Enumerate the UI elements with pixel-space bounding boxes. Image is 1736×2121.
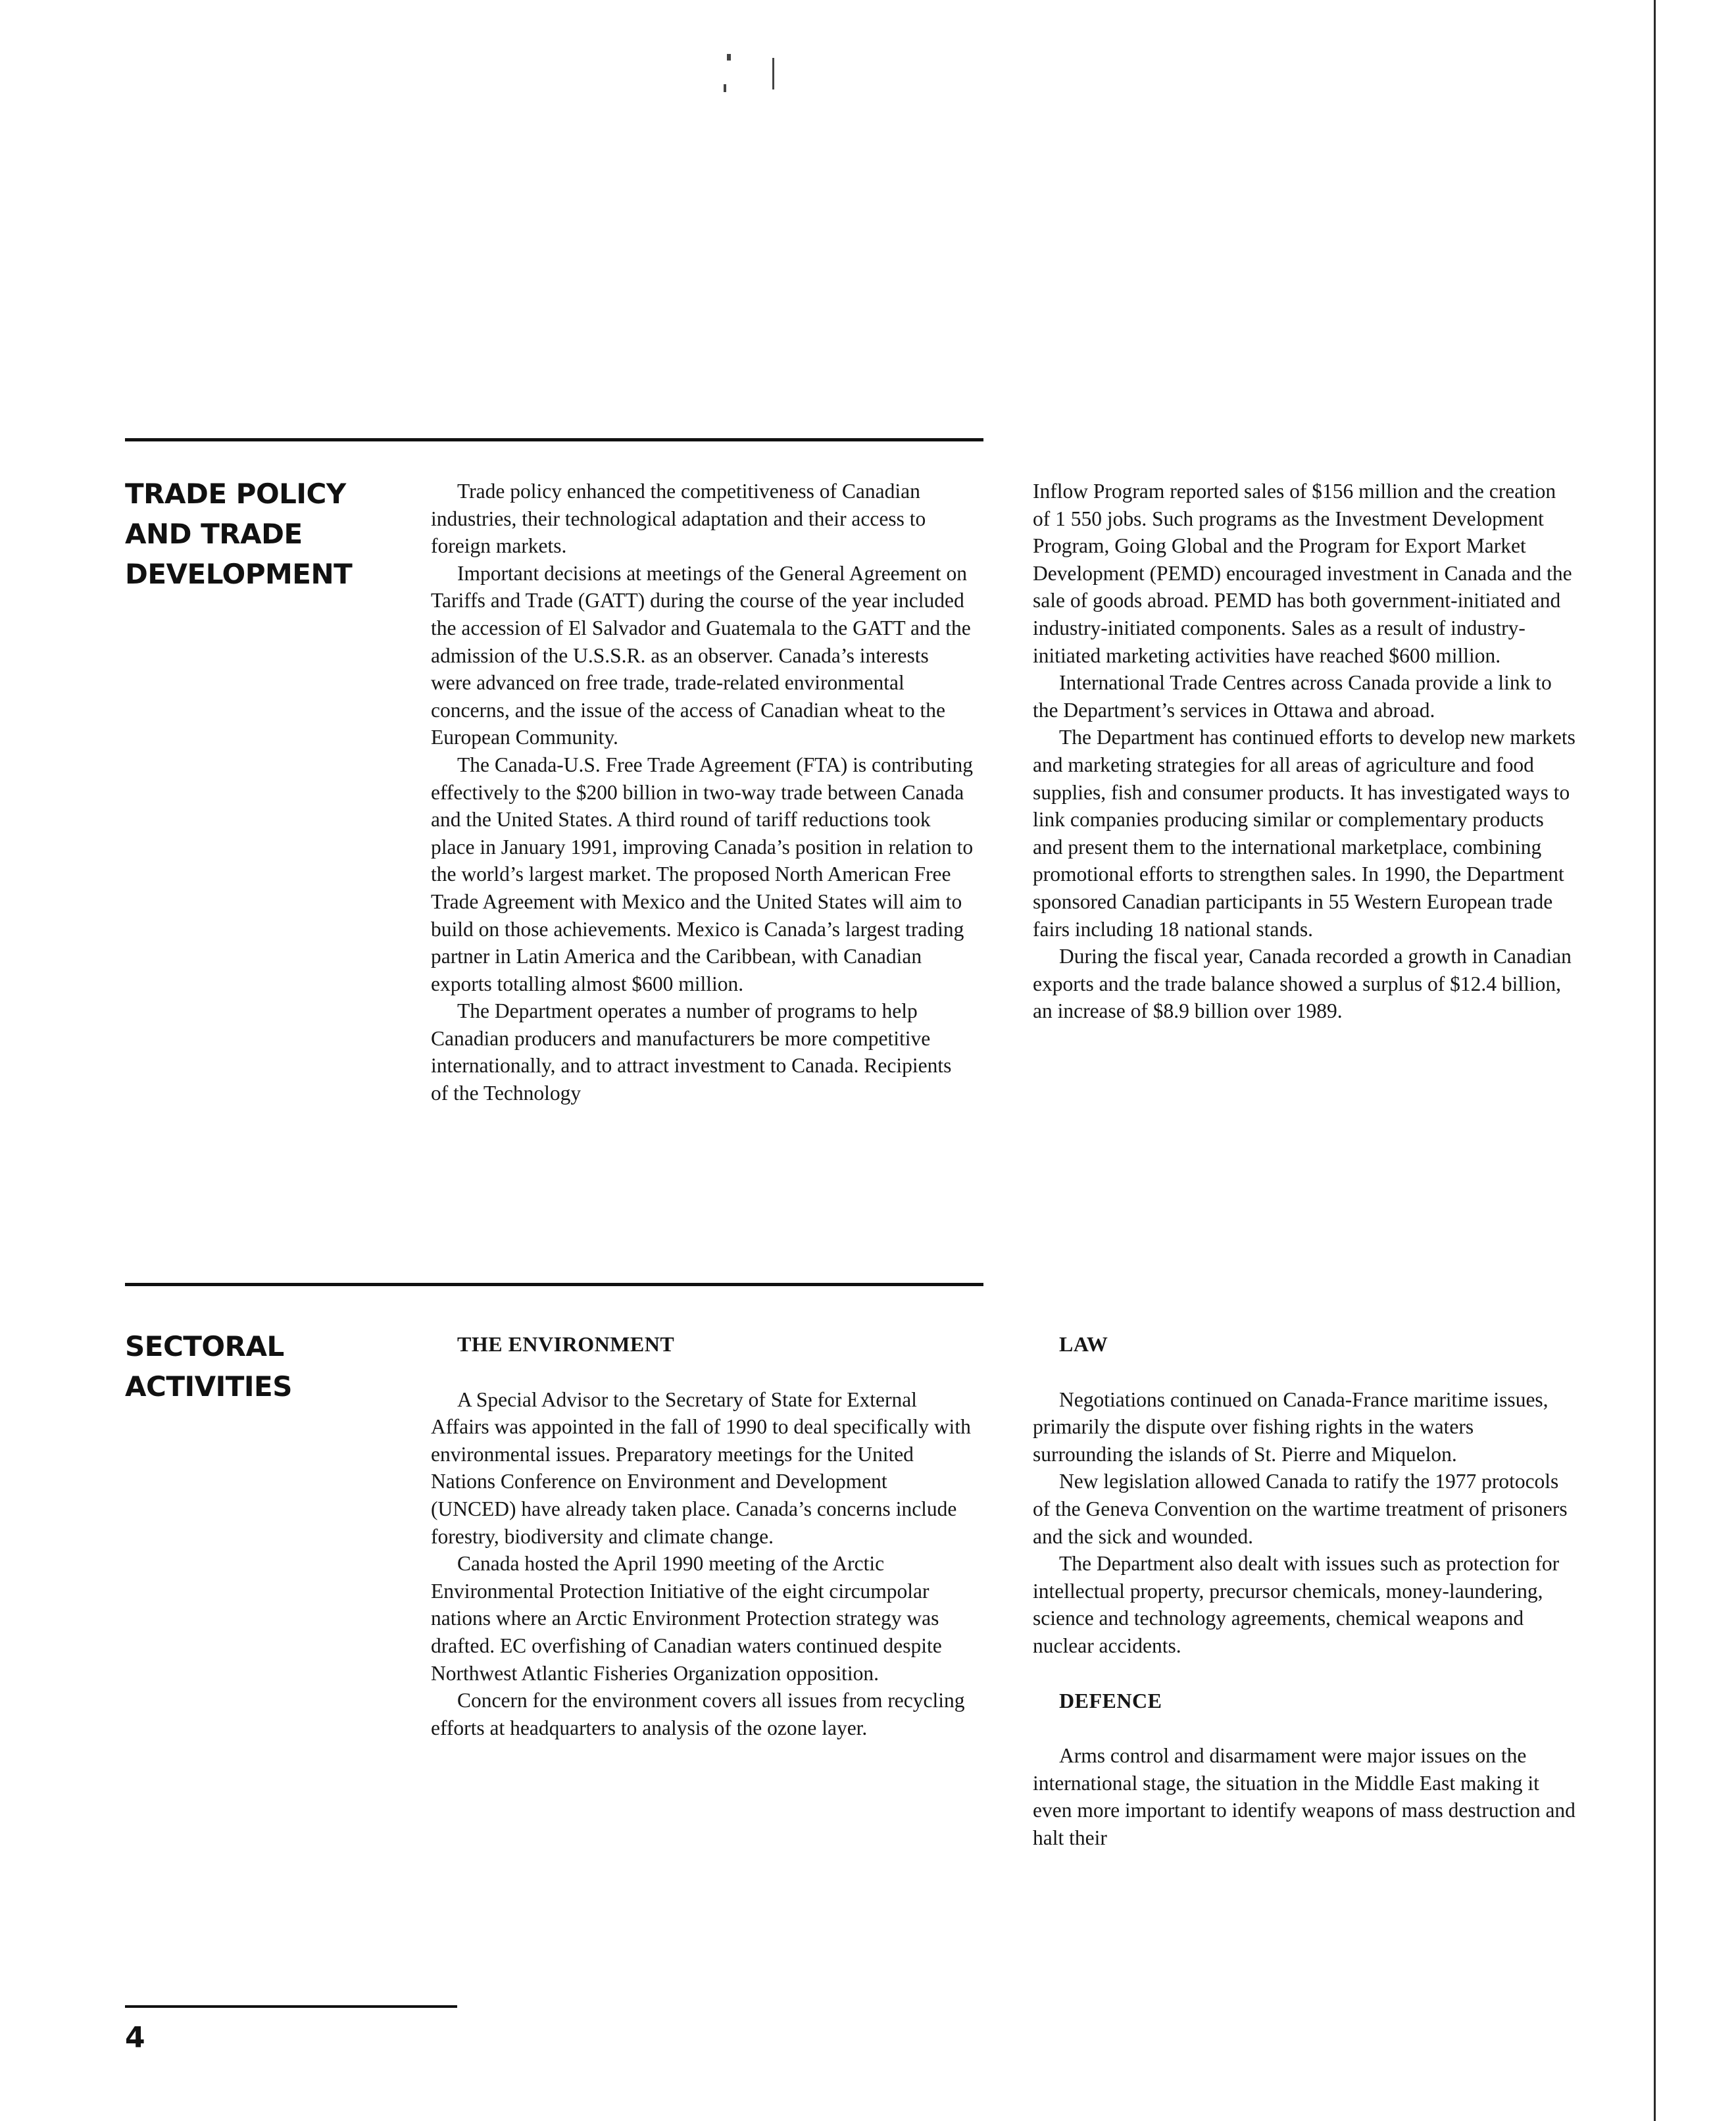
law-defence-column bbox=[1033, 1331, 1575, 1852]
scan-speck bbox=[724, 84, 726, 92]
section-heading-trade bbox=[125, 474, 352, 594]
subsection-title-environment: THE ENVIRONMENT bbox=[457, 1332, 675, 1356]
environment-column bbox=[431, 1331, 974, 1741]
scan-speck bbox=[772, 58, 774, 89]
section-rule-sectoral bbox=[125, 1283, 983, 1286]
paragraph: The Canada-U.S. Free Trade Agreement (FTA) is contributing effectively to the $200 billion in two-way trade between Canada and the United States. A third round of tariff reductions took place in January 1991, improving Canada’s position in relation to the world’s largest market. The proposed North American Free Trade Agreement with Mexico and the United States will aim to build on those achievements. Mexico is Canada’s largest trading partner in Latin America and the Caribbean, with Canadian exports totalling almost $600 million. bbox=[431, 753, 974, 995]
trade-column-2 bbox=[1033, 478, 1575, 1025]
paragraph: Arms control and disarmament were major issues on the international stage, the situation in the Middle East making it even more important to identify weapons of mass destruction and halt their bbox=[1033, 1744, 1575, 1849]
heading-line: AND TRADE bbox=[125, 518, 303, 550]
heading-line: ACTIVITIES bbox=[125, 1370, 292, 1403]
heading-line: TRADE POLICY bbox=[125, 478, 346, 510]
subsection-title-law: LAW bbox=[1059, 1332, 1108, 1356]
paragraph: Negotiations continued on Canada-France maritime issues, primarily the dispute over fishing rights in the waters surrounding the islands of St. Pierre and Miquelon. bbox=[1033, 1387, 1549, 1466]
subsection-title-defence: DEFENCE bbox=[1059, 1688, 1162, 1712]
paragraph: The Department operates a number of programs to help Canadian producers and manufacturers be more competitive internationally, and to attract investment to Canada. Recipients of the Technology bbox=[431, 999, 952, 1105]
section-heading-sectoral bbox=[125, 1326, 292, 1407]
paragraph: Canada hosted the April 1990 meeting of the Arctic Environmental Protection Initiative of the eight circumpolar nations where an Arctic Environment Protection strategy was drafted. EC overfishing of Canadian waters continued despite Northwest Atlantic Fisheries Organization opposition. bbox=[431, 1552, 942, 1685]
section-rule-trade bbox=[125, 438, 983, 441]
scan-speck bbox=[727, 54, 731, 61]
scan-edge bbox=[1654, 0, 1656, 2121]
heading-line: DEVELOPMENT bbox=[125, 558, 353, 590]
trade-column-1 bbox=[431, 478, 974, 1107]
paragraph: Trade policy enhanced the competitiveness of Canadian industries, their technological adaptation and their access to foreign markets. bbox=[431, 480, 926, 558]
paragraph: Important decisions at meetings of the General Agreement on Tariffs and Trade (GATT) during the course of the year included the accession of El Salvador and Guatemala to the GATT and the admission of the U.S.S.R. as an observer. Canada’s interests were advanced on free trade, trade-related environmental concerns, and the issue of the access of Canadian wheat to the European Community. bbox=[431, 561, 971, 749]
paragraph: New legislation allowed Canada to ratify the 1977 protocols of the Geneva Convention on the wartime treatment of prisoners and the sick and wounded. bbox=[1033, 1470, 1568, 1548]
heading-line: SECTORAL bbox=[125, 1330, 284, 1362]
page-number: 4 bbox=[125, 2021, 145, 2055]
paragraph: Concern for the environment covers all issues from recycling efforts at headquarters to analysis of the ozone layer. bbox=[431, 1689, 965, 1739]
footer-rule bbox=[125, 2005, 457, 2008]
paragraph-continuation: Inflow Program reported sales of $156 million and the creation of 1 550 jobs. Such programs as the Investment Development Program, Going Global and the Program for Export Market Development (PEMD) encouraged investment in Canada and the sale of goods abroad. PEMD has both government-initiated and industry-initiated components. Sales as a result of industry-initiated marketing activities have reached $600 million. bbox=[1033, 480, 1572, 667]
paragraph: During the fiscal year, Canada recorded a growth in Canadian exports and the trade balance showed a surplus of $12.4 billion, an increase of $8.9 billion over 1989. bbox=[1033, 945, 1572, 1023]
paragraph: A Special Advisor to the Secretary of State for External Affairs was appointed in the fall of 1990 to deal specifically with environmental issues. Preparatory meetings for the United Nations Conference on Environment and Development (UNCED) have already taken place. Canada’s concerns include forestry, biodiversity and climate change. bbox=[431, 1387, 971, 1548]
paragraph: International Trade Centres across Canada provide a link to the Department’s services in Ottawa and abroad. bbox=[1033, 671, 1552, 722]
paragraph: The Department has continued efforts to develop new markets and marketing strategies for all areas of agriculture and food supplies, fish and consumer products. It has investigated ways to link companies producing similar or complementary products and present them to the international marketplace, combining promotional efforts to strengthen sales. In 1990, the Department sponsored Canadian participants in 55 Western European trade fairs including 18 national stands. bbox=[1033, 726, 1575, 941]
paragraph: The Department also dealt with issues such as protection for intellectual property, precursor chemicals, money-laundering, science and technology agreements, chemical weapons and nuclear accidents. bbox=[1033, 1552, 1560, 1657]
